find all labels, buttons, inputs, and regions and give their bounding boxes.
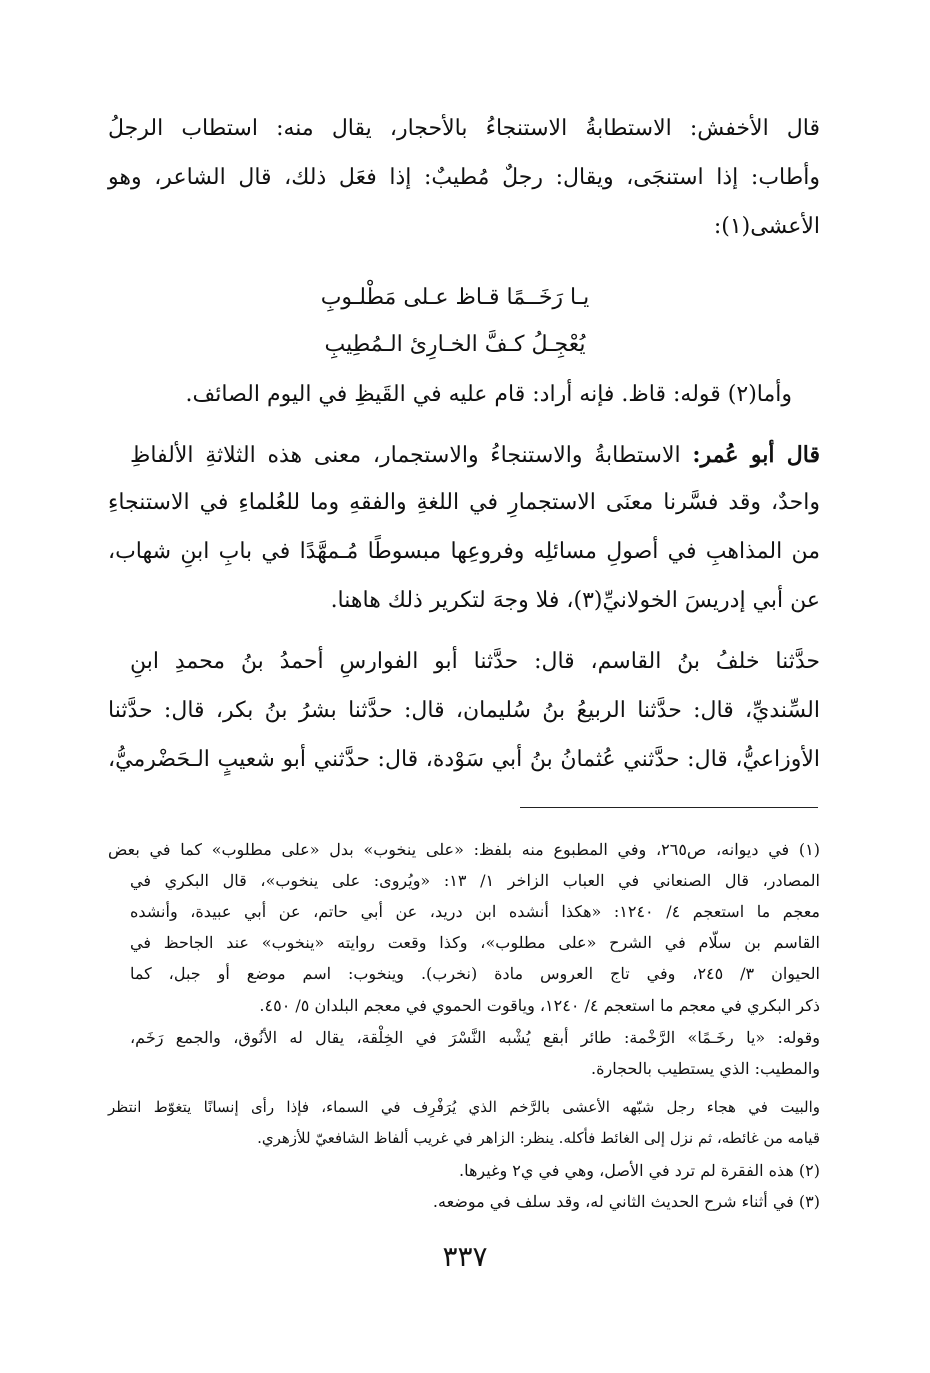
footnote-line: (٣) في أثناء شرح الحديث الثاني له، وقد سلف في موضعه. [432, 1192, 820, 1211]
text-line: حدَّثنا خلفُ بنُ القاسم، قال: حدَّثنا أبو الفوارسِ أحمدُ بنُ محمدِ ابنِ [130, 649, 820, 674]
footnote-line: (٢) هذه الفقرة لم ترد في الأصل، وهي في ي٢ وغيرها. [459, 1161, 820, 1180]
verse-line: يـا رَخَــمًا قـاظ عـلى مَطْلـوبِ [320, 285, 590, 310]
text-line: الأوزاعيُّ، قال: حدَّثني عُثمانُ بنُ أبي سَوْدة، قال: حدَّثني أبو شعيبٍ الـحَضْرميُّ، [108, 747, 821, 772]
text-line: السِّنديِّ، قال: حدَّثنا الربيعُ بنُ سُليمان، قال: حدَّثنا بشرُ بنُ بكر، قال: حدَّثنا [108, 698, 820, 723]
verse-line: يُعْجِـلُ كـفَّ الخـارِئ الـمُطِيبِ [324, 332, 586, 357]
footnote-line: (١) في ديوانه، ص٢٦٥، وفي المطبوع منه بلفظ: «على ينخوب» بدل «على مطلوب» كما في بعض [108, 840, 821, 859]
footnote-line: قيامه من غائطه، ثم نزل إلى الغائط فأكله. ينظر: الزاهر في غريب ألفاظ الشافعيّ للأزهري. [257, 1129, 820, 1147]
text-line: من المذاهبِ في أصولِ مسائلِه وفروعِها مبسوطًا مُـمهَّدًا في بابِ ابنِ شهاب، [108, 539, 820, 564]
text-line: قال الأخفش: الاستطابةُ الاستنجاءُ بالأحجار، يقال منه: استطاب الرجلُ [108, 116, 820, 141]
footnote-line: القاسم بن سلّام في الشرح «على مطلوب»، وكذا وقعت روايته «ينخوب» عند الجاحظ في [130, 933, 820, 952]
footnote-separator [520, 807, 818, 808]
text-line: عن أبي إدريسَ الخولانيِّ(٣)، فلا وجهَ لتكرير ذلك هاهنا. [330, 588, 820, 613]
footnote-line: والبيت في هجاء رجل شبّهه الأعشى بالرَّخم الذي يُرَفْرِف في السماء، فإذا رأى إنسانًا يتغوّط انتظر [108, 1098, 820, 1116]
footnote-line: والمطيب: الذي يستطيب بالحجارة. [591, 1059, 820, 1078]
footnote-line: معجم ما استعجم ٤/ ١٢٤٠: «هكذا أنشده ابن دريد، عن أبي حاتم، عن أبي عبيدة، وأنشده [130, 902, 821, 921]
footnote-line: الحيوان ٣/ ٢٤٥، وفي تاج العروس مادة (نخرب). وينخوب: اسم موضع أو جبل، كما [130, 964, 821, 983]
footnote-line: ذكر البكري في معجم ما استعجم ٤/ ١٢٤٠، وياقوت الحموي في معجم البلدان ٥/ ٤٥٠. [259, 996, 820, 1015]
page-number: ٣٣٧ [442, 1240, 488, 1273]
text-line: واحدٌ، وقد فسَّرنا معنَى الاستجمارِ في اللغةِ والفقهِ وما للعُلماءِ في الاستنجاءِ [108, 490, 820, 515]
speaker-label: قال أبو عُمر: [692, 442, 821, 468]
text-line: وأما(٢) قوله: قاظ. فإنه أراد: قام عليه في القَيظِ في اليوم الصائف. [185, 382, 792, 407]
text-segment: الاستطابةُ والاستنجاءُ والاستجمار، معنى هذه الثلاثةِ الألفاظِ [130, 443, 693, 468]
text-line: وأطاب: إذا استنجَى، ويقال: رجلٌ مُطيبٌ: إذا فعَل ذلك، قال الشاعر، وهو [108, 165, 820, 190]
text-line: الأعشى(١): [713, 214, 820, 239]
text-line [130, 440, 820, 471]
footnote-line: وقوله: «يا رخَـمًا» الرَّخْمة: طائر أبقع يُشْبه النَّسْرَ في الخِلْقة، يقال له الأنُوق، والجمع رَخَم، [130, 1028, 820, 1047]
footnote-line: المصادر، قال الصنعاني في العباب الزاخر ١/ ١٣: «ويُروى: على ينخوب»، قال البكري في [130, 871, 820, 890]
